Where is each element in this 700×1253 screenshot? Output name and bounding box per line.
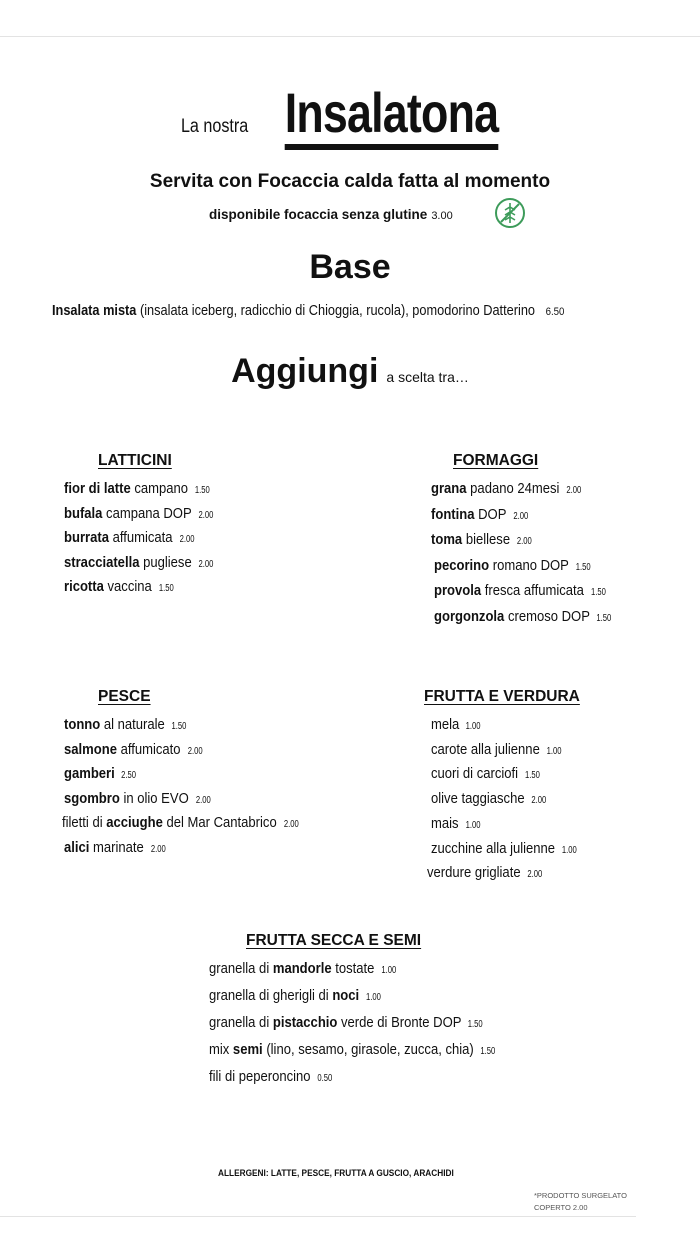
item-name: acciughe xyxy=(106,815,163,831)
item-description: affumicata xyxy=(108,530,173,546)
item-price: 2.00 xyxy=(283,819,299,830)
bottom-divider xyxy=(0,1216,636,1217)
item-prefix: mix xyxy=(209,1042,233,1058)
page-title: Insalatona xyxy=(285,82,499,150)
menu-item-latticini xyxy=(64,579,175,595)
item-name: noci xyxy=(332,988,360,1004)
base-salad-description: (insalata iceberg, radicchio di Chioggia, rucola), pomodorino Datterino xyxy=(136,303,536,319)
item-price: 1.50 xyxy=(468,1019,484,1030)
menu-title xyxy=(0,82,700,150)
item-price: 0.50 xyxy=(317,1073,333,1084)
item-description: marinate xyxy=(89,840,144,856)
base-heading: Base xyxy=(309,248,391,286)
gluten-free-line xyxy=(209,207,453,222)
item-description: in olio EVO xyxy=(119,791,189,807)
item-description: pugliese xyxy=(139,555,192,571)
item-price: 1.50 xyxy=(575,562,591,573)
item-name: fontina xyxy=(431,507,475,523)
item-prefix: granella di xyxy=(209,961,273,977)
item-price: 1.50 xyxy=(590,587,606,598)
section-heading-frutta-secca: FRUTTA SECCA E SEMI xyxy=(246,932,422,949)
allergens-note: ALLERGENI: LATTE, PESCE, FRUTTA A GUSCIO, ARACHIDI xyxy=(218,1168,454,1178)
item-name: fior di latte xyxy=(64,481,131,497)
item-price: 1.00 xyxy=(546,746,562,757)
item-price: 2.00 xyxy=(187,746,203,757)
item-name: provola xyxy=(434,583,482,599)
menu-item-frutta-verdura xyxy=(431,717,482,733)
item-prefix: fili di peperoncino xyxy=(209,1069,311,1085)
menu-item-pesce xyxy=(64,840,167,856)
item-price: 1.00 xyxy=(466,721,481,732)
item-description: al naturale xyxy=(100,717,165,733)
menu-item-frutta-verdura xyxy=(431,742,563,758)
item-price: 2.00 xyxy=(179,534,195,545)
menu-item-pesce xyxy=(64,766,138,782)
menu-item-frutta-verdura xyxy=(431,841,578,857)
base-salad-name: Insalata mista xyxy=(52,303,137,319)
item-name: ricotta xyxy=(64,579,104,595)
item-name: tonno xyxy=(64,717,101,733)
item-name: pecorino xyxy=(434,558,490,574)
item-description: (lino, sesamo, girasole, zucca, chia) xyxy=(262,1042,474,1058)
item-prefix: zucchine alla julienne xyxy=(431,841,556,857)
menu-item-frutta-verdura xyxy=(431,766,541,782)
item-price: 2.00 xyxy=(195,795,211,806)
item-price: 2.00 xyxy=(516,536,532,547)
item-name: grana xyxy=(431,481,467,497)
item-prefix: filetti di xyxy=(62,815,107,831)
item-name: salmone xyxy=(64,742,117,758)
item-description: fresca affumicata xyxy=(481,583,584,599)
menu-item-frutta-secca xyxy=(209,988,382,1004)
menu-item-formaggi xyxy=(431,507,529,523)
menu-item-formaggi xyxy=(434,558,592,574)
menu-item-frutta-verdura xyxy=(431,791,548,807)
item-description: campana DOP xyxy=(102,506,192,522)
menu-item-pesce xyxy=(64,717,188,733)
item-name: toma xyxy=(431,532,463,548)
item-name: alici xyxy=(64,840,90,856)
menu-item-pesce xyxy=(62,815,300,831)
menu-item-latticini xyxy=(64,481,211,497)
section-heading-pesce: PESCE xyxy=(98,688,151,705)
item-price: 1.50 xyxy=(524,770,540,781)
add-heading-row xyxy=(0,352,700,391)
menu-item-formaggi xyxy=(434,609,613,625)
item-description: tostate xyxy=(331,961,375,977)
item-name: burrata xyxy=(64,530,109,546)
item-name: gorgonzola xyxy=(434,609,505,625)
item-description: campano xyxy=(130,481,189,497)
item-price: 2.00 xyxy=(527,869,543,880)
menu-item-formaggi xyxy=(434,583,607,599)
item-name: pistacchio xyxy=(272,1015,338,1031)
item-description: verde di Bronte DOP xyxy=(337,1015,462,1031)
item-description: DOP xyxy=(474,507,507,523)
gluten-free-icon xyxy=(492,196,528,232)
item-prefix: verdure grigliate xyxy=(427,865,521,881)
item-price: 1.00 xyxy=(561,845,577,856)
item-description: padano 24mesi xyxy=(466,481,560,497)
menu-item-frutta-secca xyxy=(209,1015,484,1031)
top-divider xyxy=(0,36,700,37)
gluten-free-price: 3.00 xyxy=(431,210,453,222)
gluten-free-label: disponibile focaccia senza glutine xyxy=(209,207,428,222)
item-price: 2.00 xyxy=(198,559,214,570)
menu-item-latticini xyxy=(64,530,195,546)
item-prefix: cuori di carciofi xyxy=(431,766,519,782)
section-heading-formaggi: FORMAGGI xyxy=(453,452,539,469)
item-price: 1.50 xyxy=(158,583,174,594)
item-price: 1.00 xyxy=(365,992,381,1003)
item-name: stracciatella xyxy=(64,555,140,571)
section-heading-latticini: LATTICINI xyxy=(98,452,172,469)
menu-item-frutta-verdura xyxy=(431,816,481,832)
item-price: 1.50 xyxy=(596,613,612,624)
base-salad-price: 6.50 xyxy=(545,306,565,318)
menu-item-latticini xyxy=(64,555,215,571)
item-name: bufala xyxy=(64,506,103,522)
item-name: gamberi xyxy=(64,766,115,782)
item-name: semi xyxy=(232,1042,263,1058)
item-description: vaccina xyxy=(103,579,152,595)
menu-item-formaggi xyxy=(431,481,582,497)
item-price: 2.00 xyxy=(198,510,214,521)
menu-item-pesce xyxy=(64,791,212,807)
item-price: 2.00 xyxy=(531,795,547,806)
add-subheading: a scelta tra… xyxy=(386,369,469,385)
menu-item-frutta-secca xyxy=(209,1069,333,1085)
item-prefix: granella di xyxy=(209,1015,273,1031)
item-price: 2.50 xyxy=(121,770,137,781)
item-prefix: mela xyxy=(431,717,460,733)
item-price: 1.00 xyxy=(465,820,481,831)
menu-item-frutta-secca xyxy=(209,1042,497,1058)
item-price: 1.00 xyxy=(381,965,396,976)
menu-item-frutta-secca xyxy=(209,961,397,977)
menu-item-pesce xyxy=(64,742,203,758)
menu-item-formaggi xyxy=(431,532,533,548)
menu-item-frutta-verdura xyxy=(427,865,544,881)
item-description: cremoso DOP xyxy=(504,609,590,625)
frozen-cover-note: *PRODOTTO SURGELATO COPERTO 2.00 xyxy=(534,1191,627,1212)
item-prefix: carote alla julienne xyxy=(431,742,540,758)
serving-note: Servita con Focaccia calda fatta al momento xyxy=(149,171,551,192)
item-prefix: mais xyxy=(431,816,459,832)
item-prefix: olive taggiasche xyxy=(431,791,525,807)
item-prefix: granella di gherigli di xyxy=(209,988,333,1004)
item-description: del Mar Cantabrico xyxy=(162,815,277,831)
base-salad-line xyxy=(52,303,564,319)
add-heading: Aggiungi xyxy=(231,352,379,390)
item-price: 1.50 xyxy=(171,721,187,732)
menu-item-latticini xyxy=(64,506,215,522)
item-price: 1.50 xyxy=(480,1046,496,1057)
item-description: affumicato xyxy=(116,742,181,758)
section-heading-frutta-verdura: FRUTTA E VERDURA xyxy=(424,688,580,705)
item-description: romano DOP xyxy=(489,558,569,574)
item-price: 2.00 xyxy=(566,485,582,496)
item-price: 2.00 xyxy=(513,511,529,522)
item-price: 2.00 xyxy=(150,844,166,855)
item-name: sgombro xyxy=(64,791,120,807)
title-prefix: La nostra xyxy=(180,116,249,137)
item-price: 1.50 xyxy=(194,485,210,496)
item-description: biellese xyxy=(462,532,511,548)
item-name: mandorle xyxy=(272,961,332,977)
